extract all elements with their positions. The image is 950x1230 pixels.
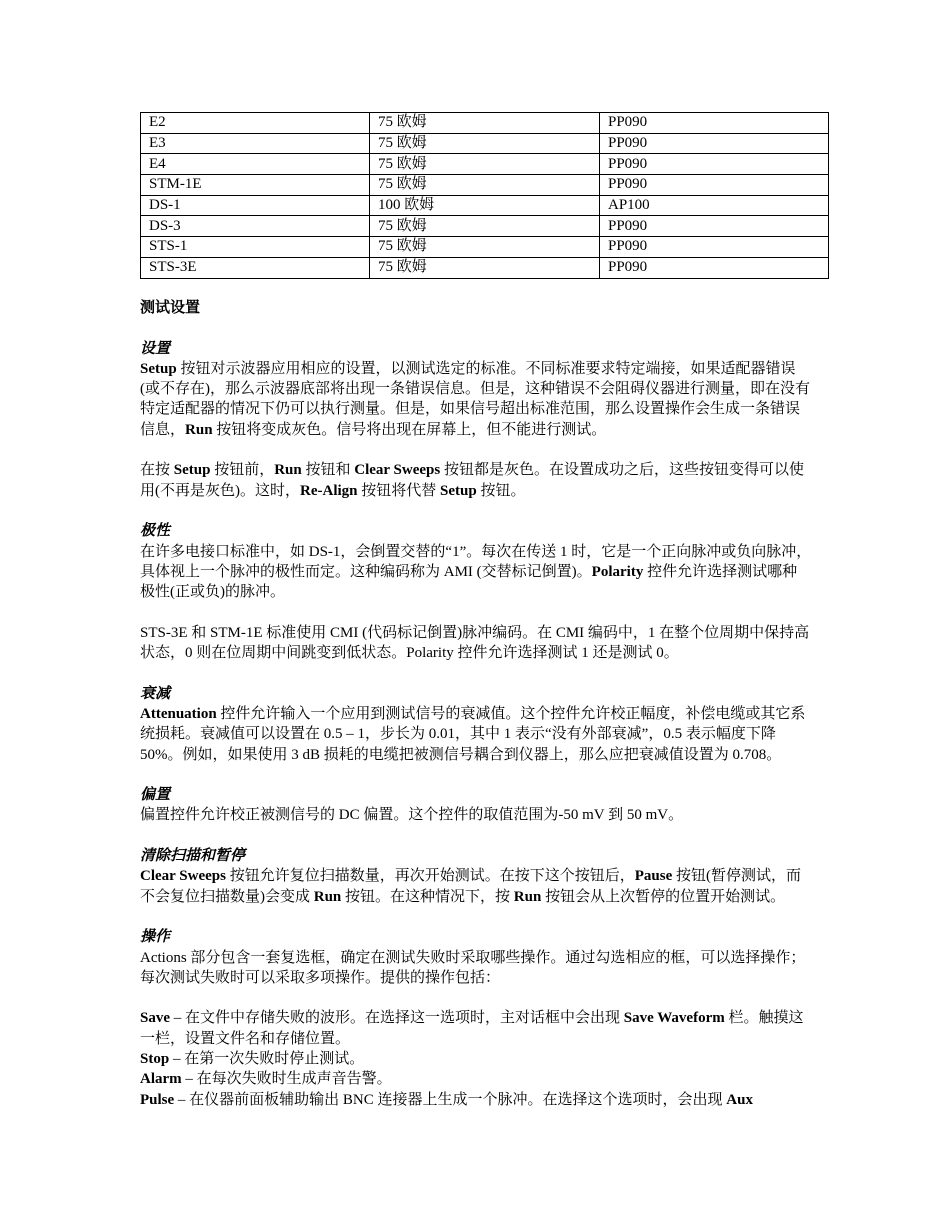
standard-cell: DS-3 [141,216,370,237]
impedance-cell: 75 欧姆 [370,216,600,237]
polarity-title: 极性 [140,523,171,540]
table-row [141,175,829,196]
standard-cell: STM-1E [141,175,370,196]
standard-cell: E2 [141,113,370,134]
clear-sweeps-title: 清除扫描和暂停 [140,848,246,865]
actions-paragraph: Actions 部分包含一套复选框，确定在测试失败时采取哪些操作。通过勾选相应的框，可以选择操作；每次测试失败时可以采取多项操作。提供的操作包括： [140,949,806,986]
clear-sweeps-paragraph: Clear Sweeps 按钮允许复位扫描数量，再次开始测试。在按下这个按钮后，Pause 按钮(暂停测试，而不会复位扫描数量)会变成 Run 按钮。在这种情况下，按 Run 按钮会从上次暂停的位置开始测试。 [140,868,801,905]
standards-table [140,112,829,279]
adapter-cell: AP100 [600,195,829,216]
standard-cell: E3 [141,133,370,154]
table-row [141,113,829,134]
impedance-cell: 75 欧姆 [370,175,600,196]
adapter-cell: PP090 [600,175,829,196]
action-alarm: Alarm – 在每次失败时生成声音告警。 [140,1071,392,1088]
attenuation-title: 衰减 [140,685,171,702]
adapter-cell: PP090 [600,133,829,154]
table-row [141,237,829,258]
setup-title: 设置 [140,340,171,357]
adapter-cell: PP090 [600,237,829,258]
setup-paragraph-2: 在按 Setup 按钮前，Run 按钮和 Clear Sweeps 按钮都是灰色。在设置成功之后，这些按钮变得可以使用(不再是灰色)。这时，Re-Align 按钮将代替 Setup 按钮。 [140,462,804,499]
actions-title: 操作 [140,929,171,946]
action-pulse: Pulse – 在仪器前面板辅助输出 BNC 连接器上生成一个脉冲。在选择这个选项时，会出现 Aux [140,1091,753,1108]
polarity-paragraph-1: 在许多电接口标准中，如 DS-1，会倒置交替的“1”。每次在传送 1 时，它是一个正向脉冲或负向脉冲，具体视上一个脉冲的极性而定。这种编码称为 AMI (交替标记倒置)。Polarity 控件允许选择测试哪种极性(正或负)的脉冲。 [140,543,812,601]
impedance-cell: 75 欧姆 [370,113,600,134]
table-row [141,216,829,237]
table-row [141,154,829,175]
adapter-cell: PP090 [600,257,829,278]
adapter-cell: PP090 [600,113,829,134]
action-stop: Stop – 在第一次失败时停止测试。 [140,1050,365,1067]
standard-cell: STS-1 [141,237,370,258]
adapter-cell: PP090 [600,154,829,175]
section-heading: 测试设置 [140,300,201,316]
offset-title: 偏置 [140,787,171,804]
impedance-cell: 75 欧姆 [370,133,600,154]
action-save: Save – 在文件中存储失败的波形。在选择这一选项时，主对话框中会出现 Save Waveform 栏。触摸这一栏，设置文件名和存储位置。 [140,1010,804,1047]
document-body [140,298,812,1110]
offset-paragraph: 偏置控件允许校正被测信号的 DC 偏置。这个控件的取值范围为-50 mV 到 50 mV。 [140,807,684,824]
standard-cell: STS-3E [141,257,370,278]
standard-cell: E4 [141,154,370,175]
setup-paragraph-1: Setup 按钮对示波器应用相应的设置，以测试选定的标准。不同标准要求特定端接，如果适配器错误(或不存在)，那么示波器底部将出现一条错误信息。但是，这种错误不会阻碍仪器进行测量，即在没有特定适配器的情况下仍可以执行测量。但是，如果信号超出标准范围，那么设置操作会生成一条错误信息，Run 按钮将变成灰色。信号将出现在屏幕上，但不能进行测试。 [140,360,810,438]
adapter-cell: PP090 [600,216,829,237]
impedance-cell: 75 欧姆 [370,237,600,258]
attenuation-paragraph: Attenuation 控件允许输入一个应用到测试信号的衰减值。这个控件允许校正幅度，补偿电缆或其它系统损耗。衰减值可以设置在 0.5 – 1，步长为 0.01，其中 1 表示“没有外部衰减”，0.5 表示幅度下降 50%。例如，如果使用 3 dB 损耗的电缆把被测信号耦合到仪器上，那么应把衰减值设置为 0.708。 [140,705,806,763]
standard-cell: DS-1 [141,195,370,216]
polarity-paragraph-2: STS-3E 和 STM-1E 标准使用 CMI (代码标记倒置)脉冲编码。在 CMI 编码中，1 在整个位周期中保持高状态，0 则在位周期中间跳变到低状态。Polarity 控件允许选择测试 1 还是测试 0。 [140,624,810,662]
table-row [141,195,829,216]
impedance-cell: 75 欧姆 [370,257,600,278]
impedance-cell: 75 欧姆 [370,154,600,175]
table-row [141,257,829,278]
impedance-cell: 100 欧姆 [370,195,600,216]
table-row [141,133,829,154]
